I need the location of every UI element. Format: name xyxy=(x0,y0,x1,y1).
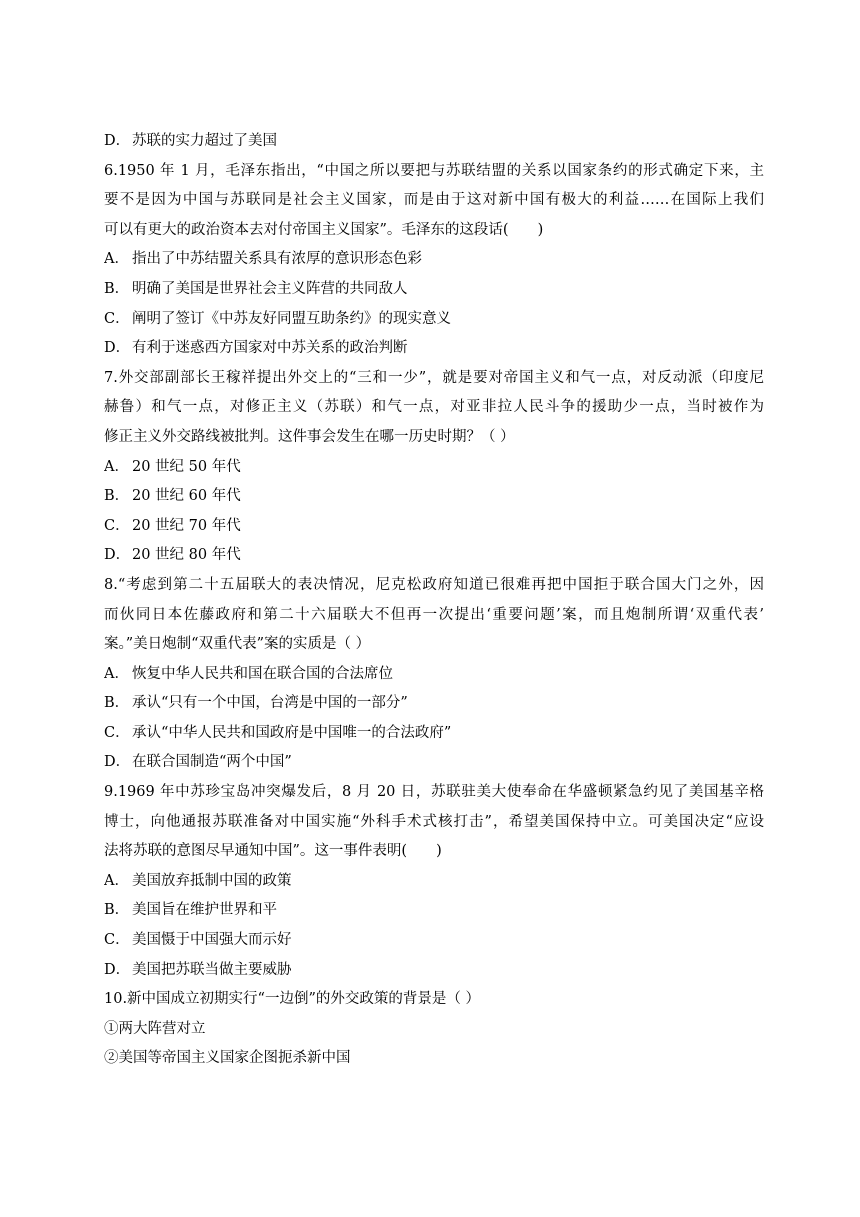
option-b xyxy=(104,275,764,305)
option-letter: D． xyxy=(104,340,131,357)
question-stem-line: 法将苏联的意图尽早通知中国”。这一事件表明( ) xyxy=(104,843,442,860)
statement-item: ②美国等帝国主义国家企图扼杀新中国 xyxy=(104,1050,351,1067)
option-letter: B． xyxy=(104,695,130,712)
option-text: 20 世纪 80 年代 xyxy=(132,547,241,564)
option-text: 在联合国制造“两个中国” xyxy=(132,754,292,771)
option-letter: A． xyxy=(104,251,129,268)
option-letter: C． xyxy=(104,310,130,327)
question-stem-line: 案。”美日炮制“双重代表”案的实质是（ ） xyxy=(104,636,371,653)
question-7 xyxy=(104,364,764,571)
question-stem-line: 10.新中国成立初期实行“一边倒”的外交政策的背景是（ ） xyxy=(104,991,480,1008)
option-d xyxy=(104,956,764,986)
option-letter: A． xyxy=(104,665,129,682)
option-text: 美国慑于中国强大而示好 xyxy=(132,932,292,949)
question-stem-line: 修正主义外交路线被批判。这件事会发生在哪一历史时期？（ ） xyxy=(104,428,515,445)
option-d xyxy=(104,541,764,571)
option-letter: B． xyxy=(104,902,130,919)
option-d xyxy=(104,748,764,778)
option-c xyxy=(104,926,764,956)
question-9 xyxy=(104,778,764,985)
option-a xyxy=(104,660,764,690)
option-letter: B． xyxy=(104,488,130,505)
option-letter: D． xyxy=(104,133,131,149)
option-a xyxy=(104,453,764,483)
option-text: 美国把苏联当做主要威胁 xyxy=(132,961,292,978)
option-text: 明确了美国是世界社会主义阵营的共同敌人 xyxy=(132,280,408,297)
option-text: 美国旨在维护世界和平 xyxy=(132,902,277,919)
option-letter: B． xyxy=(104,280,130,297)
option-c xyxy=(104,305,764,335)
question-10 xyxy=(104,985,764,1074)
option-c xyxy=(104,719,764,749)
option-letter: D． xyxy=(104,547,131,564)
option-letter: A． xyxy=(104,458,129,475)
question-stem-line: 赫鲁）和气一点，对修正主义（苏联）和气一点，对亚非拉人民斗争的援助少一点，当时被作为 xyxy=(104,399,764,416)
statement-item: ①两大阵营对立 xyxy=(104,1020,206,1037)
question-stem-line: 7.外交部副部长王稼祥提出外交上的“三和一少”，就是要对帝国主义和气一点，对反动派（印度尼 xyxy=(104,369,764,386)
option-text: 美国放弃抵制中国的政策 xyxy=(132,872,292,889)
option-text: 承认“中华人民共和国政府是中国唯一的合法政府” xyxy=(132,724,452,741)
option-letter: C． xyxy=(104,517,130,534)
option-b xyxy=(104,689,764,719)
question-8 xyxy=(104,571,764,778)
option-a xyxy=(104,867,764,897)
question-stem-line: 8.“考虑到第二十五届联大的表决情况，尼克松政府知道已很难再把中国拒于联合国大门之外，因 xyxy=(104,576,764,593)
option-text: 苏联的实力超过了美国 xyxy=(132,133,277,149)
q5-option-d xyxy=(104,127,764,157)
option-text: 指出了中苏结盟关系具有浓厚的意识形态色彩 xyxy=(132,251,422,268)
option-text: 恢复中华人民共和国在联合国的合法席位 xyxy=(132,665,393,682)
option-text: 20 世纪 60 年代 xyxy=(132,488,241,505)
question-stem-line: 9.1969 年中苏珍宝岛冲突爆发后，8 月 20 日，苏联驻美大使奉命在华盛顿紧急约见了美国基辛格 xyxy=(104,784,764,801)
option-b xyxy=(104,482,764,512)
option-text: 有利于迷惑西方国家对中苏关系的政治判断 xyxy=(132,340,408,357)
option-letter: D． xyxy=(104,754,131,771)
option-a xyxy=(104,245,764,275)
option-c xyxy=(104,512,764,542)
question-stem-line: 可以有更大的政治资本去对付帝国主义国家”。毛泽东的这段话( ) xyxy=(104,221,544,238)
question-stem-line: 博士，向他通报苏联准备对中国实施“外科手术式核打击”，希望美国保持中立。可美国决定“应设 xyxy=(104,813,764,830)
option-text: 阐明了签订《中苏友好同盟互助条约》的现实意义 xyxy=(132,310,451,327)
option-letter: A． xyxy=(104,872,129,889)
option-letter: D． xyxy=(104,961,131,978)
question-stem-line: 6.1950 年 1 月，毛泽东指出，“中国之所以要把与苏联结盟的关系以国家条约的形式确定下来，主 xyxy=(104,162,764,179)
question-6 xyxy=(104,157,764,364)
option-text: 承认“只有一个中国，台湾是中国的一部分” xyxy=(132,695,408,712)
option-letter: C． xyxy=(104,932,130,949)
option-d xyxy=(104,334,764,364)
option-text: 20 世纪 70 年代 xyxy=(132,517,241,534)
question-stem-line: 而伙同日本佐藤政府和第二十六届联大不但再一次提出‘重要问题’案，而且炮制所谓‘双重代表’ xyxy=(104,606,764,623)
option-letter: C． xyxy=(104,724,130,741)
option-text: 20 世纪 50 年代 xyxy=(132,458,241,475)
question-stem-line: 要不是因为中国与苏联同是社会主义国家，而是由于这对新中国有极大的利益……在国际上我们 xyxy=(104,192,764,209)
option-b xyxy=(104,896,764,926)
